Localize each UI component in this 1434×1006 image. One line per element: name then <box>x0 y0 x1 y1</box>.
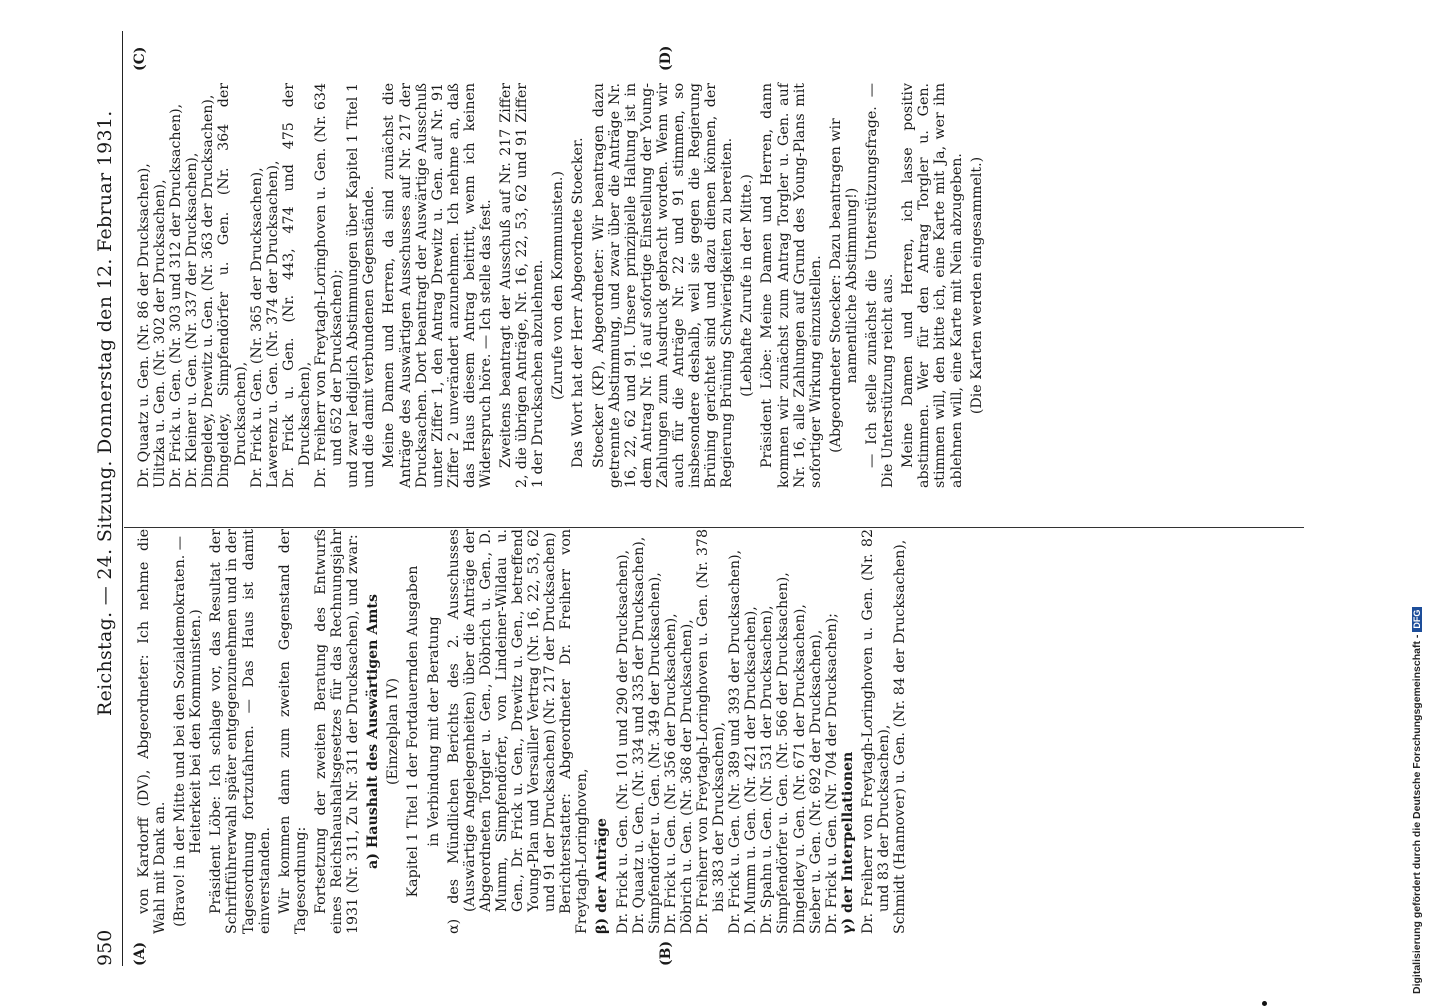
list-heading: β) der Anträge <box>594 818 611 934</box>
list-item: Dr. Frick u. Gen. (Nr. 704 der Drucksachen); <box>823 613 840 934</box>
paragraph: Fortsetzung der zweiten Beratung des Entwurfs eines Reichshaushaltsgesetzes für das Rechnungsjahr 1931 (Nr. 311, Zu Nr. 311 der Drucksachen), und zwar: <box>312 529 362 934</box>
paragraph: und zwar lediglich Abstimmungen über Kapitel 1 Titel 1 und die damit verbundenen Gegenstände. <box>345 83 378 488</box>
digitization-credit <box>1411 14 1433 994</box>
list-item: Dr. Frick u. Gen. (Nr. 443, 474 und 475 der Drucksachen), <box>280 83 313 488</box>
list-item: Dr. Freiherr von Freytagh-Loringhoven u. Gen. (Nr. 378 bis 383 der Drucksachen), <box>695 529 728 934</box>
list-item: Dr. Frick u. Gen. (Nr. 389 und 393 der Drucksachen), <box>727 549 744 934</box>
list-item: Dr. Frick u. Gen. (Nr. 101 und 290 der Drucksachen), <box>614 549 631 934</box>
margin-mark-b: (B) <box>658 940 674 966</box>
header-rule <box>122 31 123 966</box>
list-item: D. Mumm u. Gen. (Nr. 421 der Drucksachen), <box>743 606 760 934</box>
list-heading: γ) der Interpellationen <box>839 751 856 934</box>
interjection: (Lebhafte Zurufe in der Mitte.) <box>739 174 756 397</box>
paragraph: Zweitens beantragt der Ausschuß auf Nr. 217 Ziffer 2, die übrigen Anträge, Nr. 16, 22, 53, 62 und 91 Ziffer 1 der Drucksachen abzulehnen. <box>498 83 547 488</box>
paragraph: Meine Damen und Herren, ich lasse positiv abstimmen. Wer für den Antrag Torgler u. Gen. stimmen will, den bitte ich, eine Karte mit Ja, wer ihn ablehnen will, eine Karte mit Nein abzugeben. <box>900 83 965 488</box>
list-item: Schmidt (Hannover) u. Gen. (Nr. 84 der Drucksachen), <box>892 539 909 934</box>
list-item: Sieber u. Gen. (Nr. 692 der Drucksachen), <box>807 629 824 934</box>
list-item: Dr. Frick u. Gen. (Nr. 365 der Drucksachen), <box>248 167 265 488</box>
stray-dot <box>1262 1001 1267 1006</box>
list-item: Simpfendörfer u. Gen. (Nr. 566 der Drucksachen), <box>775 572 792 934</box>
list-item: Dr. Quaatz u. Gen. (Nr. 86 der Drucksachen), <box>136 163 152 488</box>
left-column <box>136 529 908 934</box>
right-column <box>136 83 989 488</box>
section-subheading: (Einzelplan IV) <box>385 677 402 786</box>
margin-mark-a: (A) <box>132 941 148 966</box>
speech-paragraph: Präsident Löbe: Meine Damen und Herren, dann kommen wir zunächst zum Antrag Torgler u. Gen. auf Nr. 16, alle Zahlungen auf Grund des Young-Plans mit sofortiger Wirkung einzustellen. <box>759 83 824 488</box>
list-item: Dr. Quaatz u. Gen. (Nr. 334 und 335 der Drucksachen), <box>630 536 647 934</box>
page-title: Reichstag. — 24. Sitzung. Donnerstag den 12. Februar 1931. <box>94 110 116 716</box>
list-item: Dr. Freiherr von Freytagh-Loringhoven u. Gen. (Nr. 634 und 652 der Drucksachen); <box>313 83 346 488</box>
list-item: Döbrich u. Gen. (Nr. 368 der Drucksachen), <box>678 619 695 934</box>
speech-paragraph: Stoecker (KP), Abgeordneter: Wir beantragen dazu getrennte Abstimmung, und zwar über die Anträge Nr. 16, 22, 62 und 91. Unsere prinzipielle Haltung ist in dem Antrag Nr. 16 auf sofortige Einstellung der Young-Zahlungen zum Ausdruck gebracht worden. Wenn wir auch für die Anträge Nr. 22 und 91 stimmen, so insbesondere deshalb, weil sie gegen die Regierung Brüning gerichtet sind und dazu dienen können, der Regierung Brüning Schwierigkeiten zu bereiten. <box>590 83 736 488</box>
paragraph: Präsident Löbe: Ich schlage vor, das Resultat der Schriftführerwahl später entgegenzunehmen und in der Tagesordnung fortzufahren. — Das Haus ist damit einverstanden. <box>208 529 273 934</box>
list-item: Dr. Frick u. Gen. (Nr. 303 und 312 der Drucksachen), <box>168 103 185 488</box>
page-header <box>88 16 122 966</box>
paragraph: von Kardorff (DV), Abgeordneter: Ich nehme die Wahl mit Dank an. <box>136 529 169 934</box>
interjection: (Zurufe von den Kommunisten.) <box>550 171 567 400</box>
paragraph: in Verbindung mit der Beratung <box>425 616 442 847</box>
list-item: Simpfendörfer u. Gen. (Nr. 349 der Drucksachen), <box>646 572 663 934</box>
dfg-logo: DFG <box>1412 607 1422 632</box>
list-item: Dr. Frick u. Gen. (Nr. 356 der Drucksachen), <box>662 613 679 934</box>
list-item: Ulitzka u. Gen. (Nr. 302 der Drucksachen), <box>152 179 169 488</box>
list-item: Dingeldey, Drewitz u. Gen. (Nr. 363 der Drucksachen), <box>200 94 217 488</box>
interjection: (Bravo! in der Mitte und bei den Sozialdemokraten. — Heiterkeit bei den Kommunisten.) <box>172 536 205 927</box>
list-item: Dr. Freiherr von Freytagh-Loringhoven u. Gen. (Nr. 82 und 83 der Drucksachen), <box>859 529 893 934</box>
page-number: 950 <box>94 929 116 966</box>
margin-mark-d: (D) <box>658 45 674 71</box>
list-item: Dr. Spahn u. Gen. (Nr. 531 der Drucksachen), <box>759 605 776 934</box>
paragraph: Wir kommen dann zum zweiten Gegenstand der Tagesordnung: <box>276 529 309 934</box>
list-item: Lawerenz u. Gen. (Nr. 374 der Drucksachen), <box>264 160 281 488</box>
section-heading: a) Haushalt des Auswärtigen Amts <box>365 594 382 869</box>
list-item: Dingeldey, Simpfendörfer u. Gen. (Nr. 364 der Drucksachen), <box>216 83 249 488</box>
rotated-page <box>88 6 1423 1006</box>
paragraph: Kapitel 1 Titel 1 der Fortdauernden Ausgaben <box>405 565 422 898</box>
list-item: Dr. Kleiner u. Gen. (Nr. 337 der Drucksachen), <box>184 152 201 488</box>
paragraph: Berichterstatter: Abgeordneter Dr. Freiherr von Freytagh-Loringhoven, <box>558 529 591 934</box>
paragraph: — Ich stelle zunächst die Unterstützungsfrage. — Die Unterstützung reicht aus. <box>864 83 897 488</box>
column-divider <box>124 527 1304 528</box>
list-item: Dingeldey u. Gen. (Nr. 671 der Drucksachen), <box>791 604 808 934</box>
margin-mark-c: (C) <box>132 46 148 71</box>
paragraph: Das Wort hat der Herr Abgeordnete Stoecker. <box>570 137 587 468</box>
interjection: (Abgeordneter Stoecker: Dazu beantragen wir namentliche Abstimmung!) <box>827 118 860 453</box>
paragraph: Meine Damen und Herren, da sind zunächst die Anträge des Auswärtigen Ausschusses auf Nr. 217 der Drucksachen. Dort beantragt der Auswärtige Ausschuß unter Ziffer 1, den Antrag Drewitz u. Gen. auf Nr. 91 Ziffer 2 unverändert anzunehmen. Ich nehme an, daß das Haus diesem Antrag beitritt, wenn ich keinen Widerspruch höre. — Ich stelle das fest. <box>381 83 494 488</box>
credit-text: Digitalisierung gefördert durch die Deutsche Forschungsgemeinschaft - <box>1411 634 1423 994</box>
interjection: (Die Karten werden eingesammelt.) <box>968 156 985 415</box>
list-item: α) des Mündlichen Berichts des 2. Ausschusses (Auswärtige Angelegenheiten) über die Anträge der Abgeordneten Torgler u. Gen., Döbrich u. Gen., D. Mumm, Simpfendörfer, von Lindeiner-Wildau u. Gen., Dr. Frick u. Gen., Drewitz u. Gen., betreffend Young-Plan und Versailler Vertrag (Nr. 16, 22, 53, 62 und 91 der Drucksachen) (Nr. 217 der Drucksachen) <box>445 529 559 934</box>
